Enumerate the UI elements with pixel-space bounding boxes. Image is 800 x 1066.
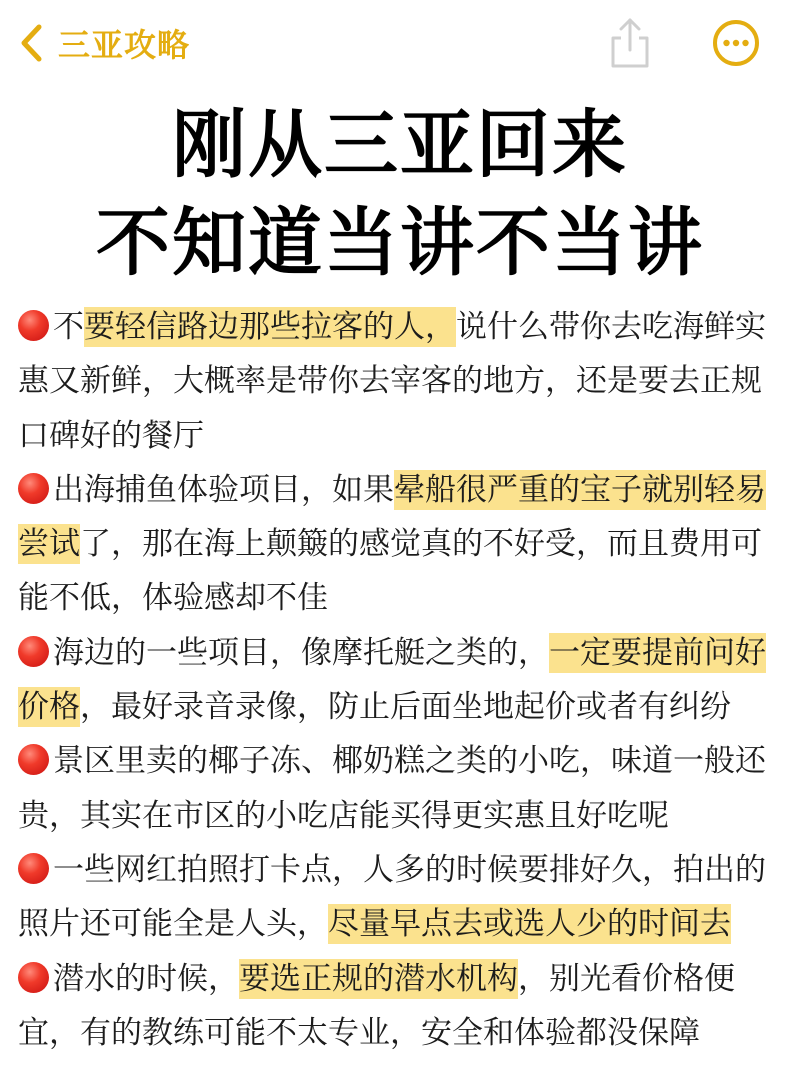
tip-text: ，别光看价格便宜，有的教练可能不太专业，安全和体验都没保障 — [18, 960, 735, 1051]
red-circle-icon — [18, 473, 49, 504]
tip-item — [18, 626, 782, 735]
red-circle-icon — [18, 310, 49, 341]
nav-title: 三亚攻略 — [58, 26, 191, 64]
tip-item — [18, 463, 782, 626]
red-circle-icon — [18, 636, 49, 667]
page-title — [0, 96, 800, 292]
tip-text: ，最好录音录像，防止后面坐地起价或者有纠纷 — [80, 689, 731, 726]
tip-item — [18, 843, 782, 952]
tip-text: 出海捕鱼体验项目，如果 — [53, 471, 394, 508]
tip-highlight: 要轻信路边那些拉客的人， — [84, 309, 456, 345]
back-button[interactable] — [18, 20, 208, 66]
tip-item — [18, 734, 782, 843]
tip-text: 了，那在海上颠簸的感觉真的不好受，而且费用可能不低，体验感却不佳 — [18, 526, 762, 617]
title-line-2: 不知道当讲不当讲 — [96, 200, 704, 286]
red-circle-icon — [18, 853, 49, 884]
chevron-left-icon — [18, 23, 44, 63]
tip-text: 说什么带你去吃海鲜实惠又新鲜，大概率是带你去宰客的地方，还是要去正规口碑好的餐厅 — [18, 309, 766, 454]
red-circle-icon — [18, 962, 49, 993]
more-button[interactable] — [712, 19, 760, 67]
tips-list — [18, 300, 782, 1060]
top-nav-bar — [0, 0, 800, 86]
title-line-1: 刚从三亚回来 — [172, 102, 628, 188]
tip-text: 潜水的时候， — [53, 960, 239, 997]
tip-item — [18, 300, 782, 463]
tip-text: 一些网红拍照打卡点，人多的时候要排好久，拍出的照片还可能全是人头， — [18, 851, 766, 943]
share-icon — [607, 16, 653, 70]
more-icon — [712, 19, 760, 67]
tip-highlight: 晕船很严重的宝子就别轻易尝试 — [18, 471, 766, 563]
tip-text: 不 — [53, 309, 84, 345]
tip-highlight: 要选正规的潜水机构 — [239, 960, 518, 997]
red-circle-icon — [18, 744, 49, 775]
share-button[interactable] — [607, 16, 653, 70]
tip-item — [18, 952, 782, 1061]
tip-text: 海边的一些项目，像摩托艇之类的， — [53, 634, 549, 671]
tip-highlight: 一定要提前问好价格 — [18, 634, 766, 726]
tip-highlight: 尽量早点去或选人少的时间去 — [328, 906, 731, 943]
tip-text: 景区里卖的椰子冻、椰奶糕之类的小吃，味道一般还贵，其实在市区的小吃店能买得更实惠且好吃呢 — [18, 743, 766, 834]
